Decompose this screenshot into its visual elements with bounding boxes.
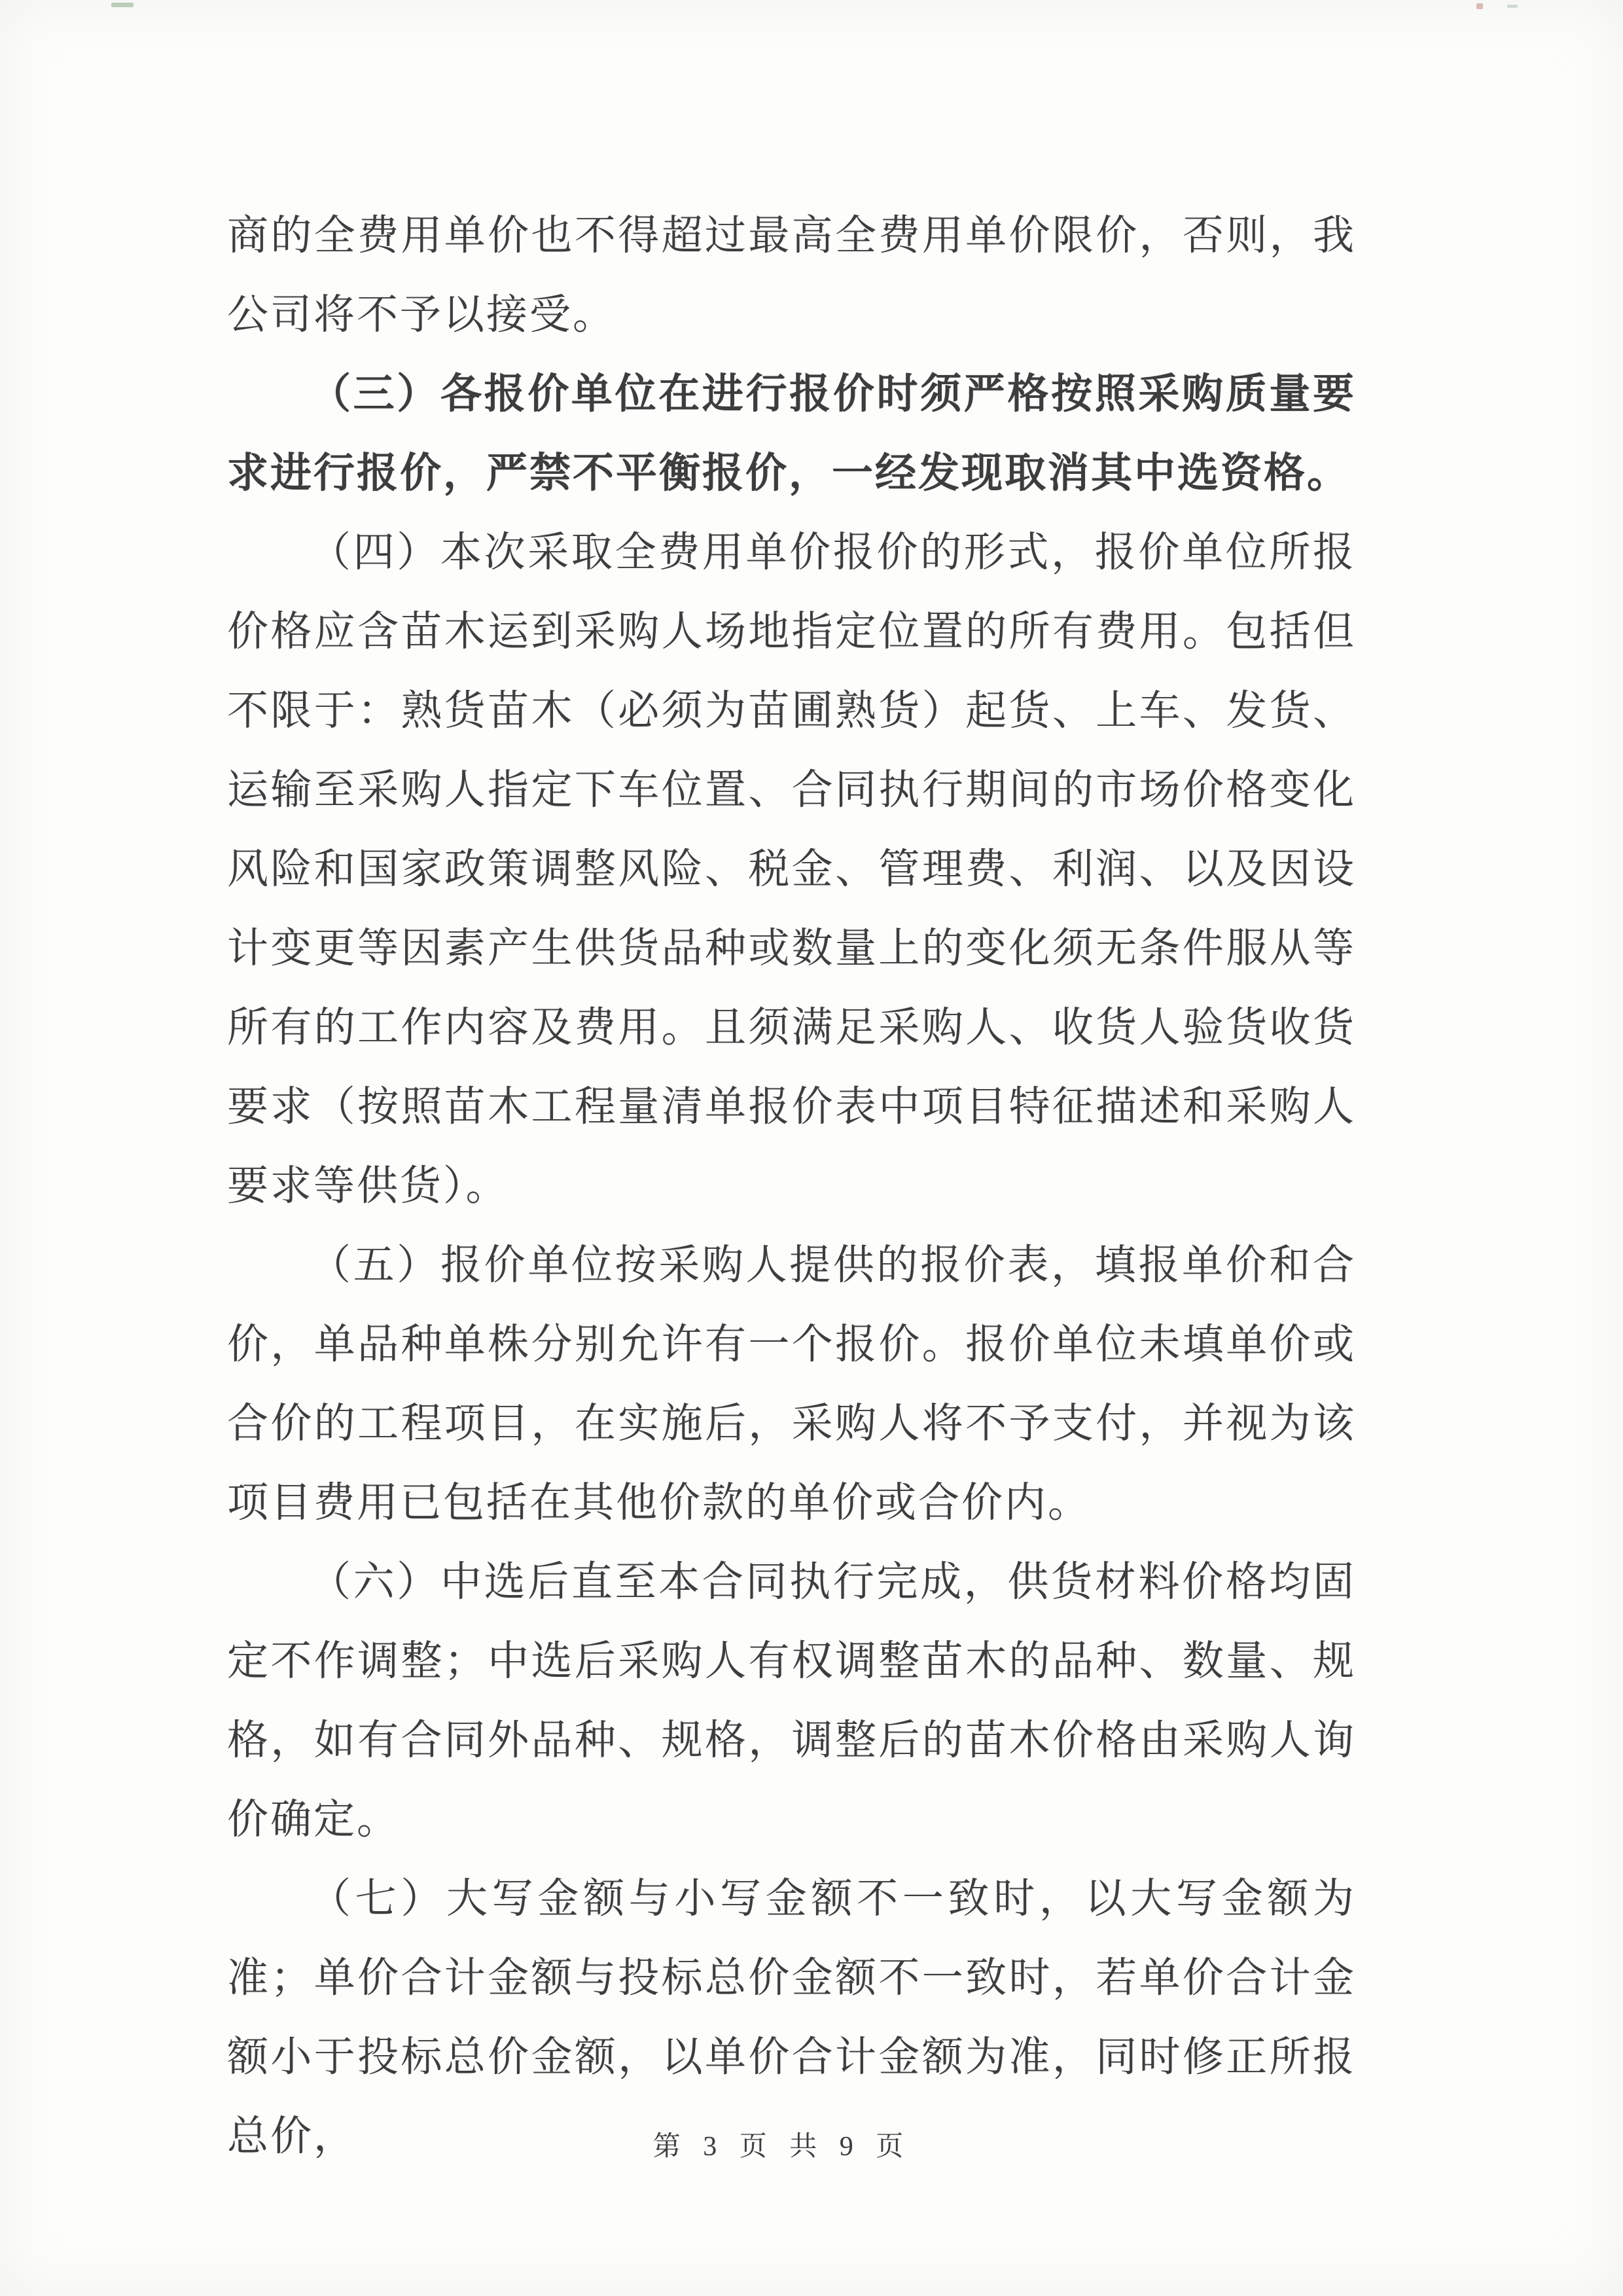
- clause-5-paragraph: （五）报价单位按采购人提供的报价表，填报单价和合价，单品种单株分别允许有一个报价。报价单位未填单价或合价的工程项目，在实施后，采购人将不予支付，并视为该项目费用已包括在其他价款的单价或合价内。: [227, 1242, 1356, 1526]
- page-number-footer: 第 3 页 共 9 页: [652, 2132, 912, 2162]
- scan-artifact: [111, 3, 134, 7]
- clause-3-paragraph: （三）各报价单位在进行报价时须严格按照采购质量要求进行报价，严禁不平衡报价，一经发现取消其中选资格。: [227, 371, 1356, 496]
- document-body: [227, 196, 1356, 2176]
- clause-7-paragraph: （七）大写金额与小写金额不一致时，以大写金额为准；单价合计金额与投标总价金额不一致时，若单价合计金额小于投标总价金额，以单价合计金额为准，同时修正所报总价，: [227, 1876, 1356, 2159]
- scan-artifact: [1476, 3, 1483, 9]
- scan-artifact: [1507, 5, 1518, 8]
- clause-6-paragraph: （六）中选后直至本合同执行完成，供货材料价格均固定不作调整；中选后采购人有权调整苗木的品种、数量、规格，如有合同外品种、规格，调整后的苗木价格由采购人询价确定。: [227, 1559, 1356, 1842]
- continuation-paragraph: 商的全费用单价也不得超过最高全费用单价限价，否则，我公司将不予以接受。: [227, 213, 1356, 338]
- clause-4-paragraph: （四）本次采取全费用单价报价的形式，报价单位所报价格应含苗木运到采购人场地指定位置的所有费用。包括但不限于：熟货苗木（必须为苗圃熟货）起货、上车、发货、运输至采购人指定下车位置、合同执行期间的市场价格变化风险和国家政策调整风险、税金、管理费、利润、以及因设计变更等因素产生供货品种或数量上的变化须无条件服从等所有的工作内容及费用。且须满足采购人、收货人验货收货要求（按照苗木工程量清单报价表中项目特征描述和采购人要求等供货）。: [227, 529, 1356, 1209]
